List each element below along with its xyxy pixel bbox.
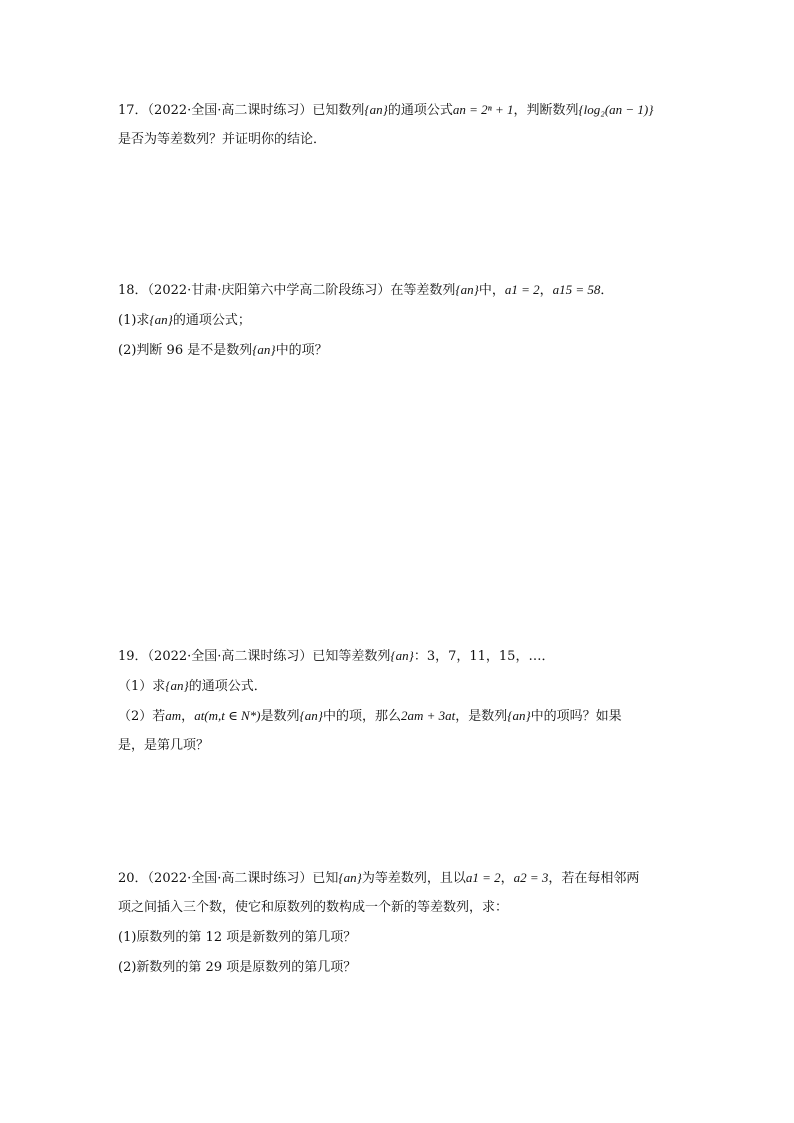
math-expression: a1 = 2: [465, 870, 501, 885]
math-expression: {an}: [338, 870, 362, 885]
text: 19．（2022·全国·高二课时练习）已知等差数列: [118, 649, 391, 664]
text: ，: [539, 283, 553, 298]
problem-20-line-1: [118, 863, 678, 893]
math-expression: {an}: [165, 678, 189, 693]
text: 中，: [478, 283, 505, 298]
math-expression: at(m,t ∈ N*): [194, 708, 261, 723]
math-expression: a2 = 3: [513, 870, 549, 885]
text: (1)求: [118, 313, 150, 328]
text: ，若在每相邻两: [548, 871, 640, 886]
problem-19-line-2: [118, 671, 678, 701]
problem-18-line-2: [118, 305, 678, 335]
problem-19-line-3: [118, 701, 678, 731]
problem-19-line-1: [118, 641, 678, 671]
text: 20．（2022·全国·高二课时练习）已知: [118, 871, 339, 886]
text: 是，是第几项？: [118, 738, 210, 753]
text: 项之间插入三个数，使它和原数列的数构成一个新的等差数列，求：: [118, 900, 509, 915]
text: (2)新数列的第 29 项是原数列的第几项？: [118, 960, 357, 975]
text: 中的项吗？如果: [530, 709, 622, 724]
problem-17: [118, 95, 678, 155]
problem-18-line-1: [118, 275, 678, 305]
text: ，: [181, 709, 195, 724]
math-expression: {log₂(an − 1)}: [578, 102, 654, 117]
text: (1)原数列的第 12 项是新数列的第几项？: [118, 930, 357, 945]
math-expression: {an}: [507, 708, 531, 723]
text: 的通项公式；: [172, 313, 251, 328]
text: ，是数列: [455, 709, 508, 724]
math-expression: {an}: [252, 342, 276, 357]
math-expression: a1 = 2: [504, 282, 540, 297]
text: 是数列: [260, 709, 300, 724]
text: 18．（2022·甘肃·庆阳第六中学高二阶段练习）在等差数列: [118, 283, 456, 298]
text: ：3，7，11，15，…．: [413, 649, 555, 664]
math-expression: {an}: [364, 102, 388, 117]
math-expression: am: [165, 708, 182, 723]
text: 17．（2022·全国·高二课时练习）已知数列: [118, 103, 365, 118]
text: 为等差数列，且以: [361, 871, 466, 886]
math-expression: a15 = 58: [552, 282, 601, 297]
math-expression: an = 2ⁿ + 1: [452, 102, 514, 117]
text: (2)判断 96 是不是数列: [118, 343, 253, 358]
math-expression: {an}: [149, 312, 173, 327]
problem-19-line-4: [118, 731, 678, 761]
math-expression: {an}: [390, 648, 414, 663]
text: 中的项，那么: [322, 709, 401, 724]
problem-20-line-4: [118, 953, 678, 983]
problem-17-line-1: [118, 95, 678, 125]
text: （2）若: [118, 709, 166, 724]
problem-20-line-2: [118, 893, 678, 923]
text: 是否为等差数列？并证明你的结论．: [118, 132, 327, 147]
text: ．: [600, 283, 614, 298]
problem-20: [118, 863, 678, 983]
problem-17-line-2: [118, 125, 678, 155]
problem-19: [118, 641, 678, 761]
problem-18: [118, 275, 678, 365]
math-expression: 2am + 3at: [400, 708, 456, 723]
text: 的通项公式: [387, 103, 453, 118]
problem-18-line-3: [118, 335, 678, 365]
math-expression: {an}: [299, 708, 323, 723]
text: 中的项？: [275, 343, 328, 358]
text: 的通项公式．: [188, 679, 267, 694]
problem-20-line-3: [118, 923, 678, 953]
text: ，判断数列: [513, 103, 579, 118]
text: ，: [500, 871, 514, 886]
math-expression: {an}: [455, 282, 479, 297]
text: （1）求: [118, 679, 166, 694]
